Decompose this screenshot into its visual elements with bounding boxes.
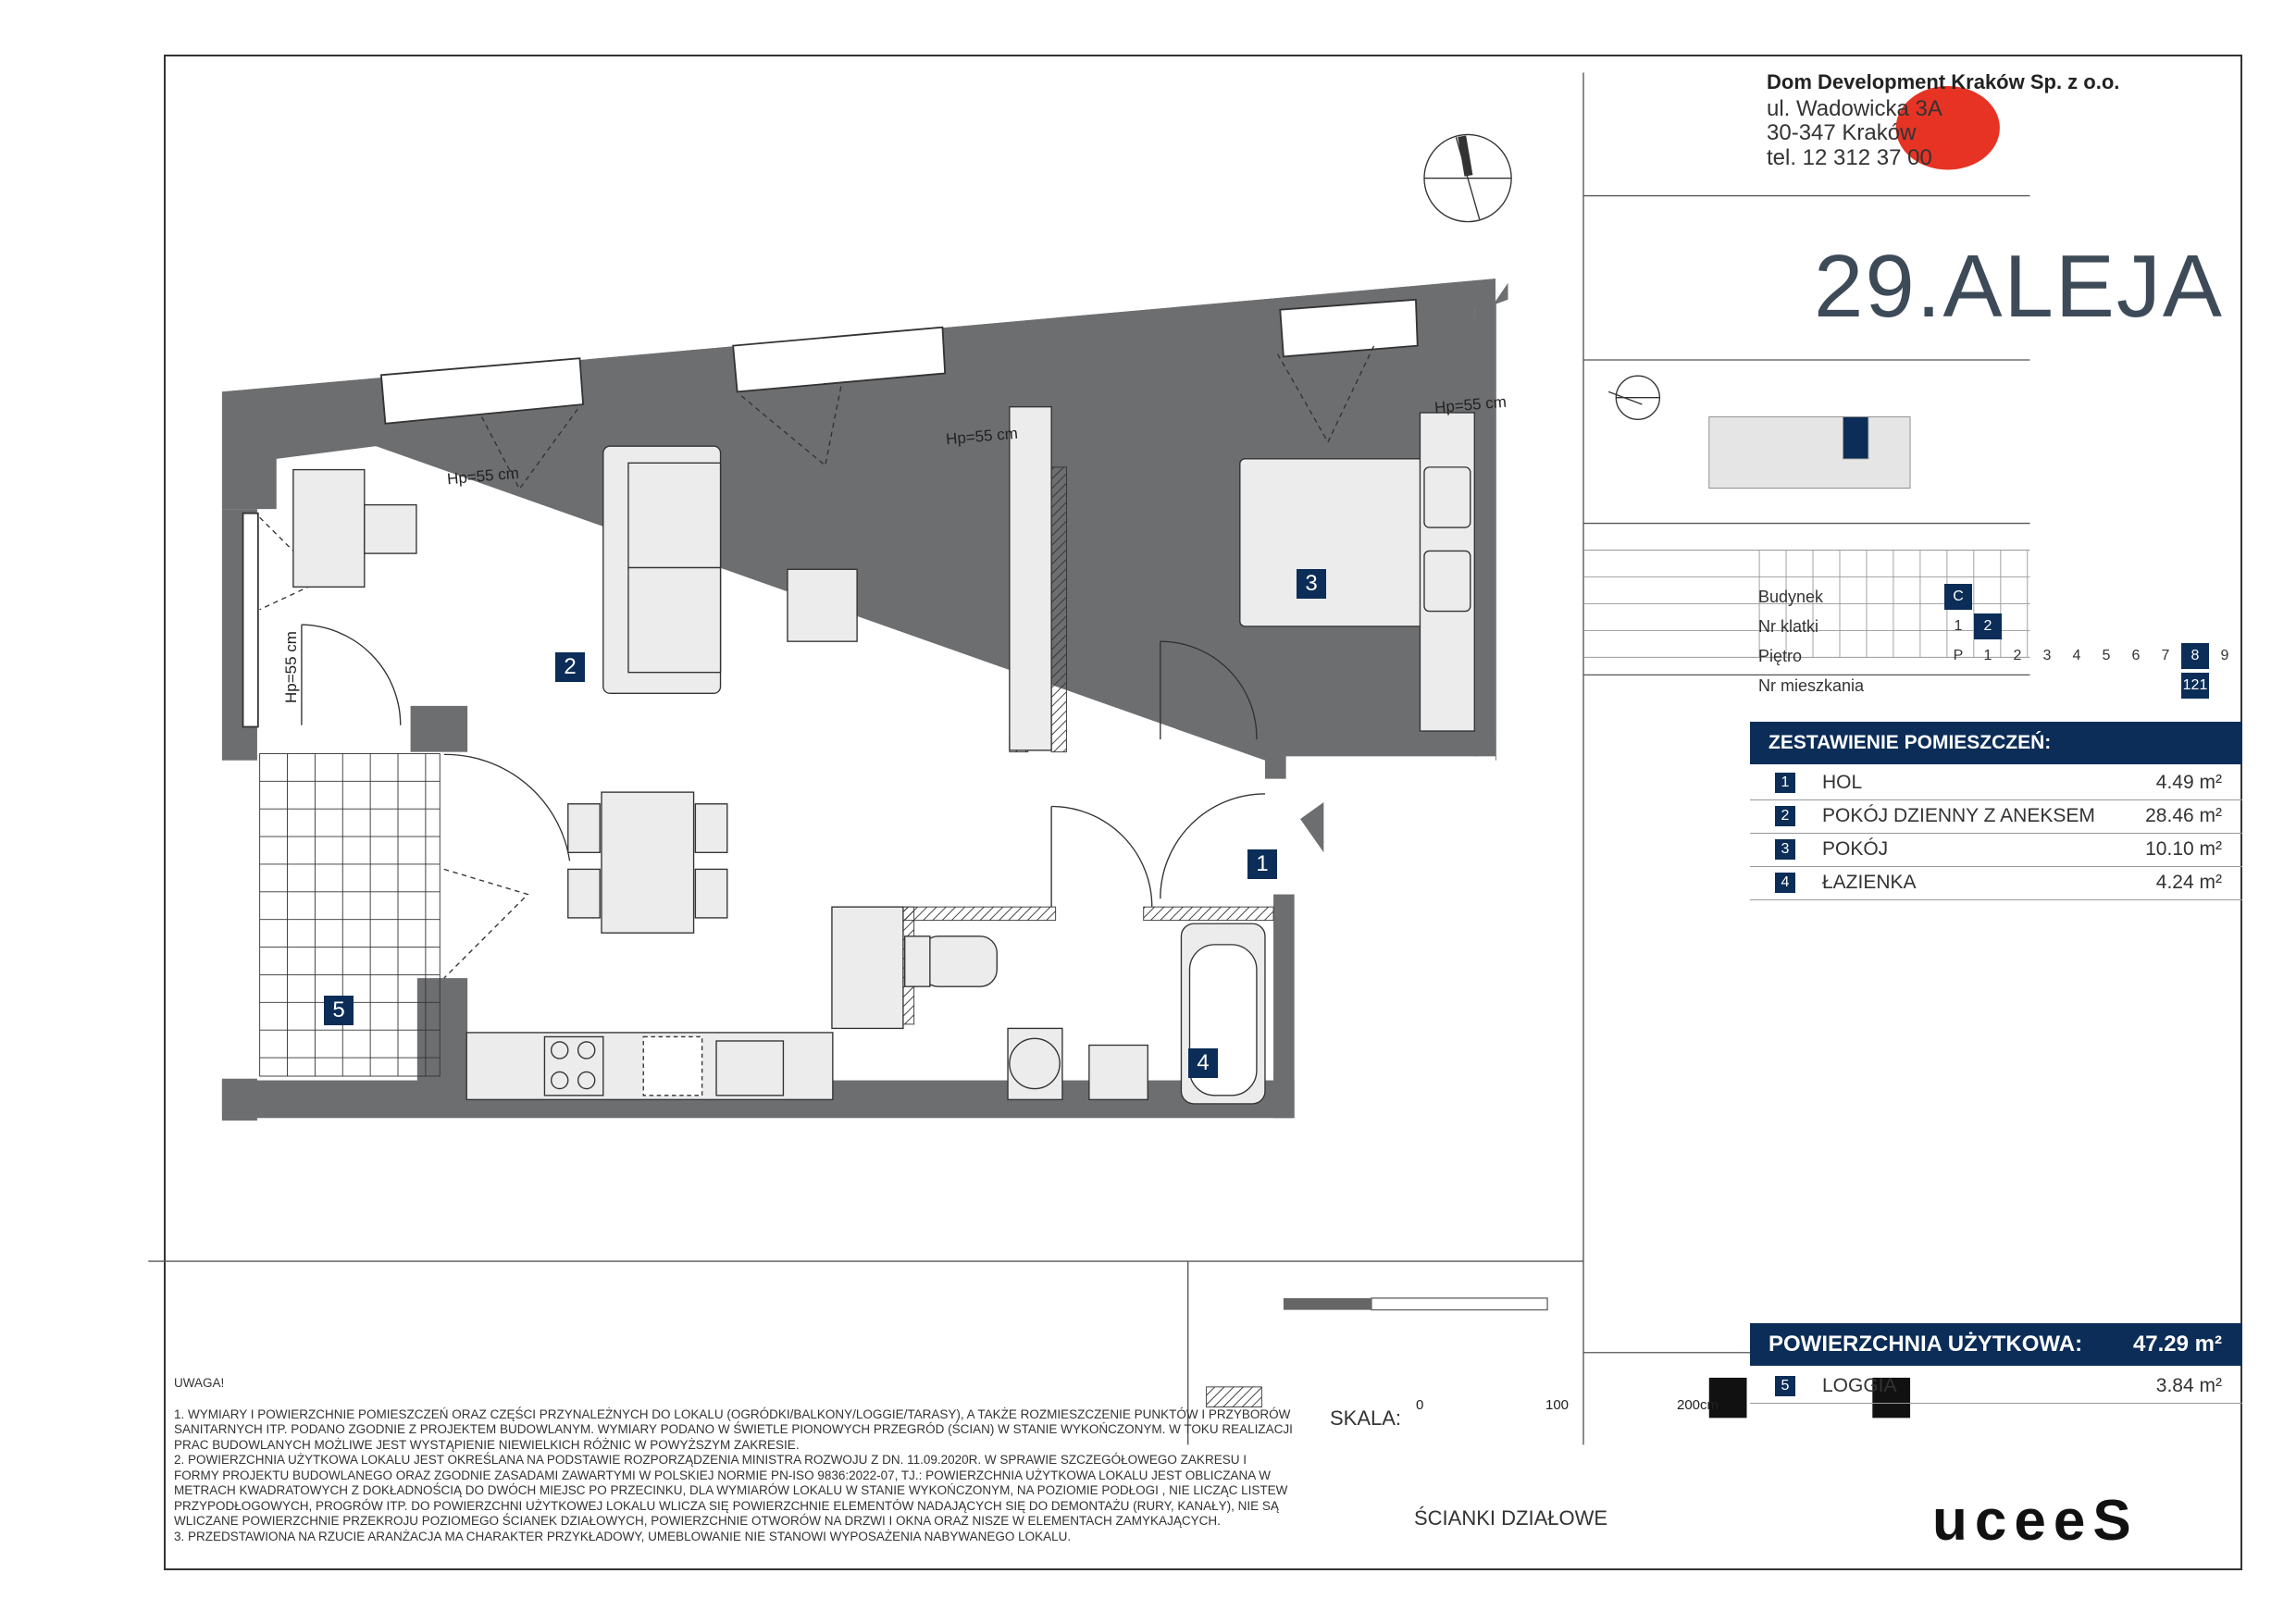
staircase-1: 1 — [1954, 618, 1963, 634]
row-label-staircase: Nr klatki — [1758, 617, 1819, 636]
floor-p: P — [1953, 648, 1964, 663]
floor-4: 4 — [2072, 648, 2081, 663]
room-area: 4.49 m² — [2155, 772, 2222, 793]
room-area: 28.46 m² — [2145, 805, 2222, 826]
scale-tick-200: 200cm — [1677, 1397, 1719, 1413]
floor-9: 9 — [2220, 648, 2229, 663]
plan-room-label-2: 2 — [555, 652, 585, 682]
panel-dividers — [148, 72, 2029, 1444]
company-city: 30-347 Kraków — [1767, 120, 1917, 145]
room-number: 3 — [1775, 839, 1795, 860]
room-name: ŁAZIENKA — [1822, 872, 1917, 893]
room-row — [1750, 1369, 2242, 1404]
dom-logo-sub: DEVELOPMENT — [2122, 123, 2178, 131]
room-area: 3.84 m² — [2155, 1375, 2222, 1396]
room-name: POKÓJ — [1822, 838, 1889, 860]
legend-label: ŚCIANKI DZIAŁOWE — [1414, 1506, 1608, 1530]
floor-8: 8 — [2181, 643, 2209, 669]
project-logo: 29.ALEJA — [1814, 237, 2224, 336]
building-value: C — [1944, 584, 1972, 610]
room-number: 2 — [1775, 806, 1795, 826]
room-number: 5 — [1775, 1376, 1795, 1396]
window-label: Hp=55 cm — [1433, 392, 1508, 417]
staircase-2: 2 — [1974, 613, 2002, 639]
room-row — [1750, 799, 2242, 834]
usable-area-value: 47.29 m² — [2132, 1332, 2222, 1357]
row-label-apartment: Nr mieszkania — [1758, 676, 1865, 695]
notes-title: UWAGA! — [174, 1376, 225, 1390]
room-name: LOGGIA — [1822, 1375, 1897, 1396]
room-name: POKÓJ DZIENNY Z ANEKSEM — [1822, 805, 2095, 826]
window-label: Hp=55 cm — [282, 631, 300, 703]
room-number: 4 — [1775, 873, 1795, 893]
window-label: Hp=55 cm — [945, 424, 1019, 449]
loggia-tiles — [260, 753, 441, 1076]
apartment-number: 121 — [2181, 673, 2209, 699]
room-row — [1750, 766, 2242, 800]
notes-p3: 3. PRZEDSTAWIONA NA RZUCIE ARANŻACJA MA CHARAKTER PRZYKŁADOWY, UMEBLOWANIE NIE STANOWI WYPOSAŻENIA NABYWANEGO LOKALU. — [174, 1529, 1072, 1543]
room-row — [1750, 866, 2242, 900]
floor-7: 7 — [2161, 648, 2170, 663]
room-row — [1750, 833, 2242, 867]
company-phone: tel. 12 312 37 00 — [1767, 145, 1932, 170]
floor-5: 5 — [2102, 648, 2111, 663]
scale-tick-0: 0 — [1416, 1397, 1424, 1413]
floor-1: 1 — [1983, 648, 1992, 663]
room-name: HOL — [1822, 772, 1863, 793]
ucees-text: uceeS — [1932, 1489, 2139, 1553]
notes-p2: 2. POWIERZCHNIA UŻYTKOWA LOKALU JEST OKREŚLANA NA PODSTAWIE ROZPORZĄDZENIA MINISTRA ROZWOJU Z DN. 11.09.2020R. W SPRAWIE SZCZEGÓŁOWEGO ZAKRESU I FORMY PROJEKTU BUDOWLANEGO ORAZ ZGODNIE ZASADAMI ZAWARTYMI W POLSKIEJ NORMIE PN-ISO 9836:2022-07, TJ.: POWIERZCHNIA UŻYTKOWA LOKALU JEST OBLICZANA W METRACH KWADRATOWYCH Z DOKŁADNOŚCIĄ DO DWÓCH MIEJSC PO PRZECINKU, DLA WYMIARÓW LOKALU W STANIE WYKOŃCZONYM, NA POZIOMIE PODŁOGI , NIE LICZĄC LISTEW PRZYPODŁOGOWYCH, PROGRÓW ITP. DO POWIERZCHNI UŻYTKOWEJ LOKALU WLICZA SIĘ POWIERZCHNIE ELEMENTÓW NADAJĄCYCH SIĘ DO DEMONTAŻU (RURY, KANAŁY), NIE SĄ WLICZANE POWIERZCHNIE PRZEKROJU POZIOMEGO ŚCIANEK DZIAŁOWYCH, POWIERZCHNIE OTWORÓW NA DRZWI I OKNA ORAZ NISZE W ELEMENTACH ZAMYKAJĄCYCH. — [174, 1453, 1288, 1528]
scale-label: SKALA: — [1330, 1406, 1402, 1430]
floor-2: 2 — [2013, 648, 2022, 663]
dom-logo-text: DOM — [2115, 95, 2176, 124]
scale-tick-100: 100 — [1545, 1397, 1570, 1413]
company-name: Dom Development Kraków Sp. z o.o. — [1767, 70, 2120, 93]
rooms-header: ZESTAWIENIE POMIESZCZEŃ: — [1750, 722, 2242, 764]
plan-room-label-4: 4 — [1188, 1048, 1218, 1078]
row-label-building: Budynek — [1758, 588, 1824, 606]
plan-room-label-1: 1 — [1247, 849, 1277, 879]
entrance-marker — [1300, 802, 1323, 852]
usable-area-label: POWIERZCHNIA UŻYTKOWA: — [1769, 1332, 2083, 1357]
floor-3: 3 — [2042, 648, 2052, 663]
row-label-floor: Piętro — [1758, 647, 1803, 665]
plan-room-label-3: 3 — [1297, 569, 1326, 599]
room-number: 1 — [1775, 773, 1795, 793]
usable-area-band — [1750, 1323, 2242, 1366]
notes-p1: 1. WYMIARY I POWIERZCHNIE POMIESZCZEŃ ORAZ CZĘŚCI PRZYNALEŻNYCH DO LOKALU (OGRÓDKI/BALKONY/LOGGIE/TARASY), A TAKŻE ROZMIESZCZENIE PUNKTÓW I PRZYBORÓW SANITARNYCH ITP. PODANO ZGODNIE Z PROJEKTEM BUDOWLANYM. WYMIARY PODANO W ŚWIETLE PIONOWYCH PRZEGRÓD (ŚCIAN) W STANIE WYKOŃCZONYM. W TOKU REALIZACJI PRAC BUDOWLANYCH MOŻLIWE JEST WYSTĄPIENIE NIEWIELKICH RÓŻNIC W POWYŻSZYM ZAKRESIE. — [174, 1406, 1293, 1452]
building-minimap — [1709, 417, 1910, 489]
company-street: ul. Wadowicka 3A — [1767, 96, 1942, 121]
floor-6: 6 — [2131, 648, 2141, 663]
plan-room-label-5: 5 — [324, 996, 354, 1025]
room-area: 10.10 m² — [2145, 838, 2222, 860]
window-label: Hp=55 cm — [446, 464, 520, 489]
notes — [174, 1376, 1294, 1544]
room-area: 4.24 m² — [2155, 872, 2222, 893]
